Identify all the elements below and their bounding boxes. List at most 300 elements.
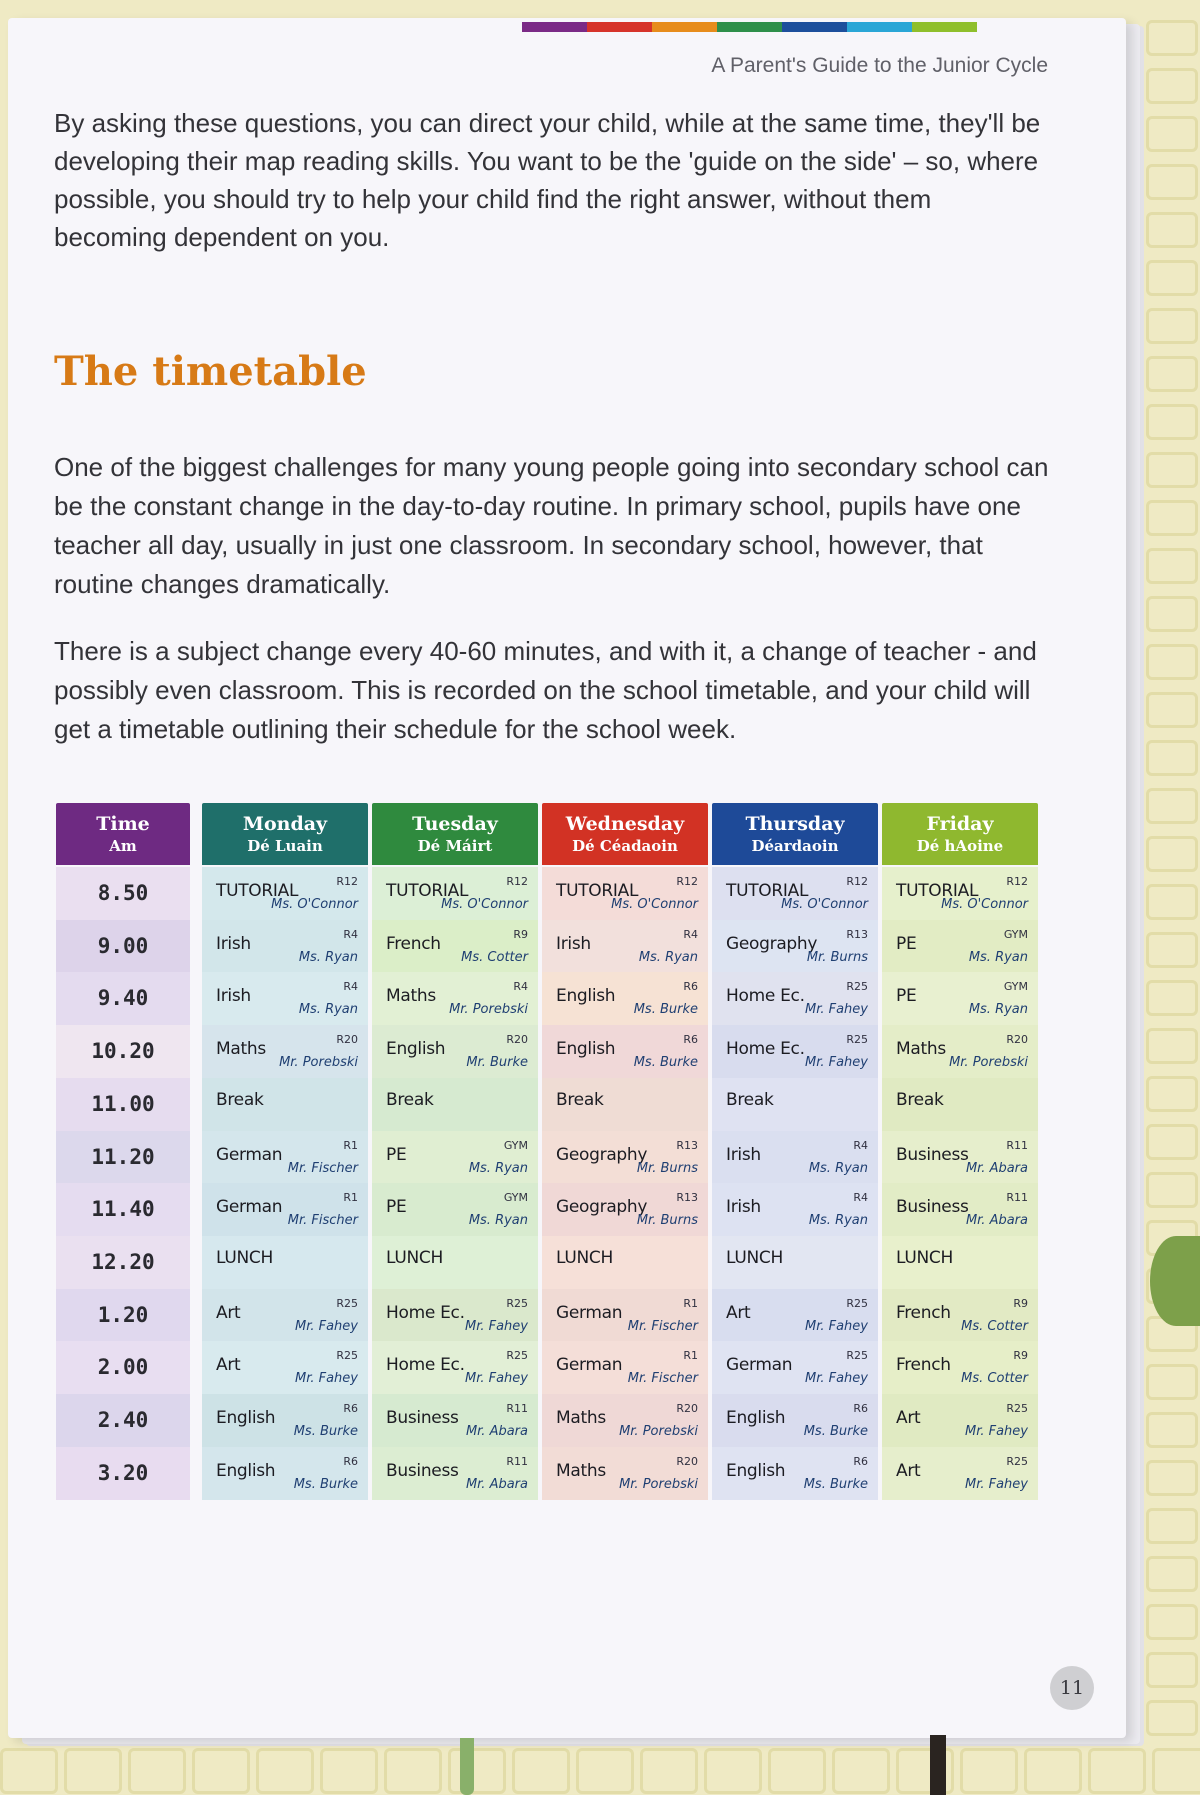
lesson-cell bbox=[712, 972, 878, 1024]
header-tuesday bbox=[372, 803, 538, 865]
school-timetable bbox=[56, 803, 1036, 1503]
lesson-cell bbox=[882, 1025, 1038, 1077]
lesson-teacher: Mr. Fischer bbox=[287, 1213, 358, 1229]
lesson-room: R6 bbox=[853, 1402, 868, 1415]
booklet-page bbox=[8, 18, 1126, 1738]
lesson-teacher: Ms. O'Connor bbox=[441, 897, 528, 912]
lesson-teacher: Mr. Porebski bbox=[449, 1002, 528, 1018]
wall-tile bbox=[1146, 20, 1198, 56]
lesson-cell bbox=[712, 1447, 878, 1499]
lesson-cell bbox=[712, 1236, 878, 1288]
lesson-teacher: Ms. Ryan bbox=[298, 949, 358, 965]
day-name-irish: Dé Máirt bbox=[417, 836, 493, 855]
wall-tile bbox=[1146, 1172, 1198, 1208]
lesson-room: R20 bbox=[1006, 1033, 1028, 1047]
lesson-teacher: Mr. Fahey bbox=[804, 1371, 868, 1387]
intro-paragraph: By asking these questions, you can direct your child, while at the same time, they'll be developing their map reading skills. You want to be the 'guide on the side' – so, where possible, you should try to help your child find the right answer, without them becoming dependent on you. bbox=[54, 108, 1041, 252]
lesson-teacher: Mr. Burns bbox=[636, 1160, 698, 1176]
lesson-subject: TUTORIAL bbox=[556, 881, 639, 901]
lesson-cell bbox=[542, 1131, 708, 1183]
lesson-cell bbox=[372, 1289, 538, 1341]
wall-tile bbox=[1146, 308, 1198, 344]
lesson-subject: Break bbox=[386, 1089, 434, 1110]
lesson-subject: LUNCH bbox=[896, 1247, 953, 1268]
lesson-teacher: Ms. Burke bbox=[633, 1002, 698, 1018]
lesson-subject: French bbox=[386, 933, 441, 954]
lesson-teacher: Ms. Burke bbox=[633, 1055, 698, 1071]
wall-tile bbox=[1146, 212, 1198, 248]
lesson-room: R4 bbox=[853, 1138, 868, 1152]
lesson-cell bbox=[372, 1236, 538, 1288]
wall-tile bbox=[64, 1748, 122, 1794]
lesson-cell bbox=[882, 920, 1038, 972]
wall-tile bbox=[1146, 452, 1198, 488]
wall-tile bbox=[1146, 1460, 1198, 1496]
time-slot: 11.00 bbox=[91, 1091, 155, 1116]
lesson-teacher: Mr. Porebski bbox=[279, 1055, 358, 1071]
strip-segment bbox=[717, 22, 782, 32]
lesson-teacher: Mr. Fahey bbox=[804, 1318, 868, 1334]
day-name-irish: Dé Luain bbox=[247, 836, 323, 855]
lesson-room: R12 bbox=[846, 875, 868, 888]
lesson-teacher: Ms. Cotter bbox=[961, 1318, 1028, 1334]
time-slot: 1.20 bbox=[97, 1302, 149, 1327]
header-time bbox=[56, 803, 190, 865]
header-thursday bbox=[712, 803, 878, 865]
lesson-teacher: Ms. Ryan bbox=[638, 949, 698, 965]
strip-segment bbox=[912, 22, 977, 32]
lesson-teacher: Mr. Fahey bbox=[964, 1424, 1028, 1439]
wall-tile bbox=[1146, 1124, 1198, 1160]
lesson-subject: English bbox=[216, 1460, 276, 1481]
lesson-room: R4 bbox=[343, 980, 358, 994]
wall-tile bbox=[1146, 1364, 1198, 1400]
lesson-cell bbox=[372, 867, 538, 919]
lesson-room: R25 bbox=[846, 980, 868, 994]
wall-tile bbox=[1146, 692, 1198, 728]
wall-tile bbox=[1146, 356, 1198, 392]
lesson-subject: French bbox=[896, 1302, 951, 1323]
lesson-cell bbox=[202, 1078, 368, 1130]
lesson-subject: PE bbox=[386, 1197, 407, 1218]
time-slot: 8.50 bbox=[97, 881, 149, 905]
lesson-subject: English bbox=[726, 1408, 786, 1428]
lesson-room: R20 bbox=[676, 1402, 698, 1415]
lesson-room: R25 bbox=[846, 1033, 868, 1047]
wall-tile bbox=[640, 1748, 698, 1794]
lesson-subject: English bbox=[556, 1039, 616, 1060]
lesson-subject: LUNCH bbox=[386, 1247, 443, 1268]
lesson-subject: Irish bbox=[216, 933, 251, 954]
wall-tile bbox=[1024, 1748, 1082, 1794]
lesson-subject: German bbox=[216, 1144, 283, 1165]
lesson-subject: Break bbox=[896, 1089, 944, 1110]
lesson-subject: Geography bbox=[556, 1144, 648, 1165]
lesson-room: R1 bbox=[683, 1349, 698, 1363]
wall-tile bbox=[256, 1748, 314, 1794]
wall-tile bbox=[1146, 1556, 1198, 1592]
header-monday bbox=[202, 803, 368, 865]
wall-tile bbox=[1146, 164, 1198, 200]
lesson-teacher: Ms. Burke bbox=[293, 1424, 358, 1439]
lesson-cell bbox=[202, 1341, 368, 1393]
lesson-cell bbox=[542, 1394, 708, 1446]
lesson-teacher: Ms. Ryan bbox=[468, 1213, 528, 1229]
lesson-cell bbox=[542, 1025, 708, 1077]
lesson-cell bbox=[882, 1394, 1038, 1446]
lesson-room: R25 bbox=[336, 1349, 358, 1363]
wall-tile bbox=[448, 1748, 506, 1794]
lesson-room: GYM bbox=[1003, 927, 1028, 941]
wall-tile bbox=[1146, 788, 1198, 824]
lesson-room: R20 bbox=[676, 1454, 698, 1468]
wall-tile bbox=[512, 1748, 570, 1794]
lesson-cell bbox=[372, 1078, 538, 1130]
wall-tile bbox=[1146, 1508, 1198, 1544]
strip-segment bbox=[652, 22, 717, 32]
lesson-cell bbox=[202, 1183, 368, 1235]
lesson-cell bbox=[202, 972, 368, 1024]
time-slot: 9.40 bbox=[97, 986, 149, 1011]
lesson-room: R4 bbox=[513, 980, 528, 994]
lesson-cell bbox=[712, 920, 878, 972]
lesson-subject: Maths bbox=[556, 1408, 606, 1428]
lesson-room: R6 bbox=[343, 1454, 358, 1468]
day-name: Wednesday bbox=[565, 812, 685, 835]
lesson-subject: PE bbox=[896, 986, 917, 1007]
lesson-teacher: Mr. Fahey bbox=[804, 1055, 868, 1071]
paragraph-subject-change: There is a subject change every 40-60 minutes, and with it, a change of teacher - and possibly even classroom. This is recorded on the school timetable, and your child will get a timetable outlining their schedule for the school week. bbox=[54, 636, 1037, 744]
wall-tile bbox=[704, 1748, 762, 1794]
lesson-teacher: Mr. Fahey bbox=[294, 1318, 358, 1334]
lesson-teacher: Mr. Fahey bbox=[804, 1002, 868, 1018]
lesson-subject: Business bbox=[896, 1197, 969, 1218]
lesson-teacher: Mr. Porebski bbox=[619, 1424, 698, 1439]
lesson-cell bbox=[372, 1447, 538, 1499]
day-name-irish: Déardaoin bbox=[751, 836, 839, 855]
lesson-room: R11 bbox=[1006, 1138, 1028, 1152]
lesson-cell bbox=[202, 1394, 368, 1446]
lesson-teacher: Mr. Fischer bbox=[627, 1371, 698, 1387]
lesson-subject: TUTORIAL bbox=[386, 881, 469, 901]
lesson-subject: Maths bbox=[896, 1039, 946, 1060]
lesson-subject: Maths bbox=[556, 1460, 606, 1481]
lesson-subject: Maths bbox=[386, 986, 436, 1007]
day-name: Thursday bbox=[745, 812, 845, 835]
header-wednesday bbox=[542, 803, 708, 865]
lesson-teacher: Mr. Abara bbox=[965, 1213, 1028, 1229]
lesson-cell bbox=[372, 1394, 538, 1446]
lesson-teacher: Ms. Cotter bbox=[961, 1371, 1028, 1387]
lesson-room: R25 bbox=[506, 1349, 528, 1363]
paragraph-routine: One of the biggest challenges for many young people going into secondary school can be the constant change in the day-to-day routine. In primary school, pupils have one teacher all day, usually in just one classroom. In secondary school, however, that routine changes dramatically. bbox=[54, 452, 1049, 599]
wall-tile bbox=[576, 1748, 634, 1794]
lesson-subject: German bbox=[726, 1355, 793, 1376]
lesson-cell bbox=[372, 1025, 538, 1077]
lesson-subject: Art bbox=[896, 1460, 921, 1481]
lesson-subject: Irish bbox=[216, 986, 251, 1007]
wall-tile bbox=[1146, 1700, 1198, 1736]
lesson-teacher: Ms. O'Connor bbox=[941, 897, 1028, 912]
lesson-subject: Home Ec. bbox=[726, 1039, 805, 1060]
wall-tile bbox=[1146, 260, 1198, 296]
wall-tile bbox=[1146, 68, 1198, 104]
bookmark-ribbon bbox=[930, 1735, 946, 1795]
lesson-room: R9 bbox=[1013, 1349, 1028, 1363]
lesson-cell bbox=[712, 1025, 878, 1077]
wall-tile bbox=[1146, 548, 1198, 584]
lesson-cell bbox=[712, 1078, 878, 1130]
lesson-room: GYM bbox=[1003, 980, 1028, 994]
lesson-room: R25 bbox=[846, 1296, 868, 1310]
lesson-cell bbox=[712, 1131, 878, 1183]
day-name: Monday bbox=[242, 812, 328, 835]
lesson-room: R25 bbox=[846, 1349, 868, 1363]
wall-tile bbox=[1088, 1748, 1146, 1794]
lesson-cell bbox=[202, 920, 368, 972]
lesson-room: R25 bbox=[1006, 1454, 1028, 1468]
day-name-irish: Dé Céadaoin bbox=[572, 836, 678, 855]
lesson-cell bbox=[882, 1236, 1038, 1288]
lesson-teacher: Mr. Abara bbox=[465, 1424, 528, 1439]
lesson-cell bbox=[882, 867, 1038, 919]
lesson-subject: LUNCH bbox=[726, 1247, 783, 1268]
lesson-cell bbox=[882, 1078, 1038, 1130]
lesson-teacher: Mr. Burke bbox=[466, 1055, 528, 1071]
wall-tile bbox=[192, 1748, 250, 1794]
wall-tile bbox=[1146, 740, 1198, 776]
lesson-teacher: Ms. O'Connor bbox=[611, 897, 698, 912]
lesson-subject: German bbox=[216, 1197, 283, 1218]
lesson-cell bbox=[202, 1289, 368, 1341]
lesson-room: R6 bbox=[683, 1033, 698, 1047]
lesson-cell bbox=[372, 1183, 538, 1235]
lesson-cell bbox=[202, 1236, 368, 1288]
lesson-room: R4 bbox=[853, 1191, 868, 1205]
lesson-cell bbox=[372, 972, 538, 1024]
lesson-cell bbox=[712, 1289, 878, 1341]
strip-segment bbox=[522, 22, 587, 32]
wall-tile bbox=[384, 1748, 442, 1794]
lesson-subject: TUTORIAL bbox=[896, 881, 979, 901]
lesson-teacher: Mr. Abara bbox=[465, 1476, 528, 1492]
lesson-cell bbox=[882, 1131, 1038, 1183]
strip-segment bbox=[587, 22, 652, 32]
wall-tile bbox=[1146, 404, 1198, 440]
strip-segment bbox=[782, 22, 847, 32]
lesson-room: GYM bbox=[503, 1138, 528, 1152]
lesson-cell bbox=[542, 1078, 708, 1130]
lesson-cell bbox=[542, 1341, 708, 1393]
lesson-teacher: Ms. Ryan bbox=[808, 1160, 868, 1176]
lesson-cell bbox=[372, 1341, 538, 1393]
lesson-subject: Break bbox=[726, 1089, 774, 1110]
wall-tile bbox=[0, 1748, 58, 1794]
lesson-cell bbox=[542, 920, 708, 972]
lesson-cell bbox=[712, 1183, 878, 1235]
lesson-cell bbox=[712, 1341, 878, 1393]
lesson-room: R13 bbox=[846, 927, 868, 941]
day-name-irish: Dé hAoine bbox=[916, 836, 1004, 855]
lesson-teacher: Ms. Burke bbox=[293, 1476, 358, 1492]
lesson-room: R13 bbox=[676, 1191, 698, 1205]
lesson-subject: Break bbox=[556, 1089, 604, 1110]
lesson-cell bbox=[202, 1131, 368, 1183]
lesson-cell bbox=[202, 867, 368, 919]
lesson-teacher: Ms. Burke bbox=[803, 1424, 868, 1439]
lesson-room: R20 bbox=[336, 1033, 358, 1047]
header-friday bbox=[882, 803, 1038, 865]
lesson-subject: Home Ec. bbox=[386, 1302, 465, 1323]
header-time-label: Time bbox=[96, 812, 150, 835]
lesson-room: R12 bbox=[506, 875, 528, 888]
lesson-teacher: Mr. Abara bbox=[965, 1160, 1028, 1176]
wall-tile bbox=[960, 1748, 1018, 1794]
day-name: Tuesday bbox=[412, 812, 498, 835]
wall-tile bbox=[1146, 1604, 1198, 1640]
lesson-subject: Business bbox=[896, 1144, 969, 1165]
lesson-subject: Art bbox=[216, 1302, 241, 1323]
time-slot: 11.20 bbox=[91, 1144, 155, 1169]
wall-tile bbox=[768, 1748, 826, 1794]
lesson-teacher: Mr. Burns bbox=[636, 1213, 698, 1229]
lesson-room: R6 bbox=[343, 1402, 358, 1415]
lesson-subject: Art bbox=[726, 1302, 751, 1323]
page-number: 11 bbox=[1050, 1666, 1094, 1710]
lesson-cell bbox=[542, 1183, 708, 1235]
lesson-subject: German bbox=[556, 1355, 623, 1376]
lesson-cell bbox=[882, 1183, 1038, 1235]
section-title: The timetable bbox=[54, 348, 367, 395]
wall-tile bbox=[1152, 1748, 1200, 1794]
lesson-room: R25 bbox=[506, 1296, 528, 1310]
lesson-subject: TUTORIAL bbox=[726, 881, 809, 901]
lesson-room: GYM bbox=[503, 1191, 528, 1205]
lesson-teacher: Mr. Porebski bbox=[619, 1476, 698, 1492]
plant-leaf bbox=[1150, 1236, 1200, 1326]
lesson-subject: Break bbox=[216, 1089, 264, 1110]
lesson-subject: Home Ec. bbox=[726, 986, 805, 1007]
lesson-subject: English bbox=[556, 986, 616, 1007]
lesson-teacher: Ms. Ryan bbox=[468, 1160, 528, 1176]
lesson-room: R12 bbox=[1006, 875, 1028, 888]
time-slot: 9.00 bbox=[97, 933, 149, 958]
wall-tile bbox=[1146, 596, 1198, 632]
wall-tile bbox=[128, 1748, 186, 1794]
lesson-cell bbox=[372, 1131, 538, 1183]
lesson-room: R12 bbox=[676, 875, 698, 888]
wall-tile bbox=[1146, 980, 1198, 1016]
lesson-subject: English bbox=[726, 1460, 786, 1481]
lesson-cell bbox=[542, 1289, 708, 1341]
lesson-subject: Home Ec. bbox=[386, 1355, 465, 1376]
lesson-subject: French bbox=[896, 1355, 951, 1376]
lesson-teacher: Mr. Porebski bbox=[949, 1055, 1028, 1071]
wall-tile bbox=[1146, 644, 1198, 680]
lesson-teacher: Ms. Ryan bbox=[298, 1002, 358, 1018]
lesson-cell bbox=[372, 920, 538, 972]
lesson-subject: Business bbox=[386, 1408, 459, 1428]
wall-tile bbox=[320, 1748, 378, 1794]
lesson-subject: Maths bbox=[216, 1039, 266, 1060]
lesson-cell bbox=[542, 867, 708, 919]
lesson-subject: Irish bbox=[556, 933, 591, 954]
lesson-cell bbox=[712, 867, 878, 919]
plant-stem bbox=[460, 1738, 474, 1795]
lesson-room: R11 bbox=[1006, 1191, 1028, 1205]
lesson-teacher: Ms. Ryan bbox=[968, 1002, 1028, 1018]
lesson-room: R4 bbox=[343, 927, 358, 941]
lesson-subject: English bbox=[386, 1039, 446, 1060]
lesson-room: R1 bbox=[683, 1296, 698, 1310]
lesson-teacher: Mr. Fahey bbox=[464, 1318, 528, 1334]
lesson-cell bbox=[882, 1447, 1038, 1499]
lesson-room: R11 bbox=[506, 1402, 528, 1415]
wall-tile bbox=[832, 1748, 890, 1794]
lesson-cell bbox=[542, 1447, 708, 1499]
lesson-teacher: Mr. Fischer bbox=[287, 1160, 358, 1176]
wall-tile bbox=[1146, 1652, 1198, 1688]
lesson-cell bbox=[542, 1236, 708, 1288]
time-slot: 2.40 bbox=[97, 1408, 149, 1432]
lesson-subject: Art bbox=[216, 1355, 241, 1376]
wall-tile bbox=[1146, 500, 1198, 536]
lesson-room: R1 bbox=[343, 1191, 358, 1205]
time-slot: 11.40 bbox=[91, 1197, 155, 1222]
lesson-room: R11 bbox=[506, 1454, 528, 1468]
lesson-room: R25 bbox=[336, 1296, 358, 1310]
lesson-subject: German bbox=[556, 1302, 623, 1323]
time-slot: 12.20 bbox=[91, 1249, 155, 1274]
wall-tile bbox=[1146, 932, 1198, 968]
lesson-subject: Business bbox=[386, 1460, 459, 1481]
lesson-room: R1 bbox=[343, 1138, 358, 1152]
wall-tile bbox=[1146, 116, 1198, 152]
wall-tile bbox=[1146, 836, 1198, 872]
lesson-subject: LUNCH bbox=[216, 1247, 273, 1268]
lesson-cell bbox=[882, 972, 1038, 1024]
lesson-teacher: Mr. Fahey bbox=[464, 1371, 528, 1387]
lesson-subject: Geography bbox=[726, 933, 818, 954]
wall-tile bbox=[1146, 1412, 1198, 1448]
lesson-subject: Irish bbox=[726, 1144, 761, 1165]
lesson-subject: Art bbox=[896, 1408, 921, 1428]
wall-tile bbox=[1146, 1076, 1198, 1112]
lesson-room: R6 bbox=[683, 980, 698, 994]
lesson-cell bbox=[882, 1341, 1038, 1393]
wall-tile bbox=[1146, 884, 1198, 920]
wall-tile bbox=[1146, 1028, 1198, 1064]
lesson-teacher: Ms. Burke bbox=[803, 1476, 868, 1492]
lesson-teacher: Mr. Fahey bbox=[964, 1476, 1028, 1492]
lesson-cell bbox=[882, 1289, 1038, 1341]
lesson-cell bbox=[202, 1025, 368, 1077]
day-name: Friday bbox=[926, 812, 994, 835]
lesson-room: R9 bbox=[513, 927, 528, 941]
lesson-teacher: Mr. Fahey bbox=[294, 1371, 358, 1387]
lesson-subject: TUTORIAL bbox=[216, 881, 299, 901]
lesson-subject: English bbox=[216, 1408, 276, 1428]
lesson-teacher: Ms. O'Connor bbox=[271, 897, 358, 912]
lesson-room: R12 bbox=[336, 875, 358, 888]
lesson-subject: Irish bbox=[726, 1197, 761, 1218]
lesson-teacher: Ms. Cotter bbox=[461, 949, 528, 965]
lesson-subject: PE bbox=[896, 933, 917, 954]
lesson-room: R13 bbox=[676, 1138, 698, 1152]
lesson-cell bbox=[202, 1447, 368, 1499]
lesson-subject: LUNCH bbox=[556, 1247, 613, 1268]
lesson-room: R20 bbox=[506, 1033, 528, 1047]
